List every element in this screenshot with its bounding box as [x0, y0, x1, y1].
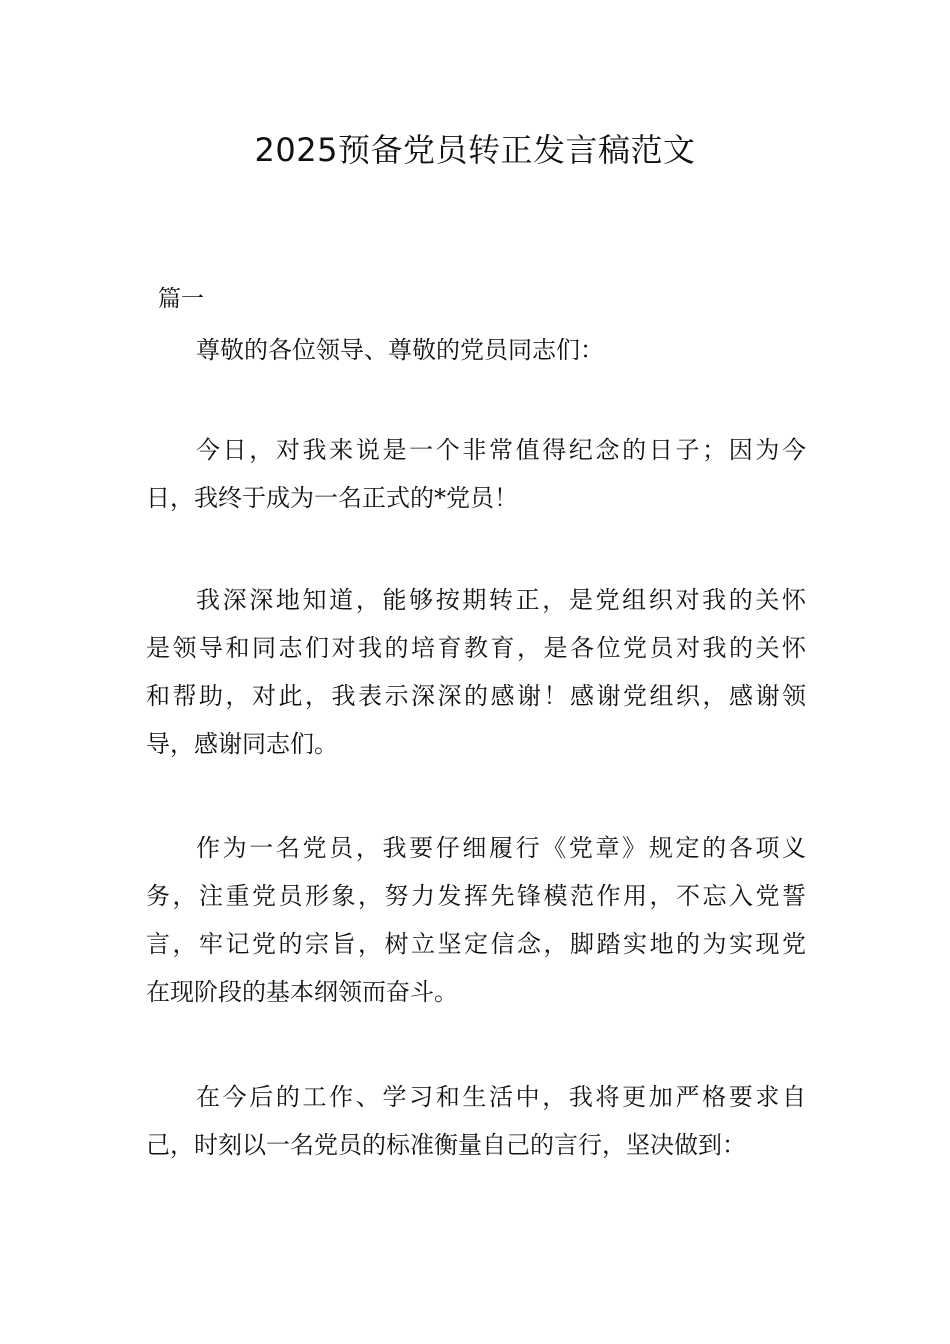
paragraph-line: 我深深地知道，能够按期转正，是党组织对我的关怀 — [196, 586, 806, 614]
paragraph-line: 在今后的工作、学习和生活中，我将更加严格要求自 — [196, 1083, 806, 1111]
paragraph-3 — [146, 824, 806, 1016]
paragraph-line: 务，注重党员形象，努力发挥先锋模范作用，不忘入党誓 — [146, 882, 806, 910]
paragraph-line: 今日，对我来说是一个非常值得纪念的日子；因为今 — [196, 436, 806, 464]
paragraph-line: 尊敬的各位领导、尊敬的党员同志们： — [196, 336, 604, 364]
paragraph-line: 日，我终于成为一名正式的*党员！ — [146, 484, 518, 512]
paragraph-line: 导，感谢同志们。 — [146, 730, 338, 758]
paragraph-greeting — [146, 326, 806, 374]
section-label: 篇一 — [158, 286, 204, 312]
paragraph-1 — [146, 426, 806, 522]
paragraph-line: 言，牢记党的宗旨，树立坚定信念，脚踏实地的为实现党 — [146, 930, 806, 958]
document-title: 2025预备党员转正发言稿范文 — [254, 131, 696, 169]
paragraph-line: 己，时刻以一名党员的标准衡量自己的言行，坚决做到： — [146, 1131, 746, 1159]
paragraph-line: 和帮助，对此，我表示深深的感谢！感谢党组织，感谢领 — [146, 682, 806, 710]
paragraph-line: 作为一名党员，我要仔细履行《党章》规定的各项义 — [196, 834, 806, 862]
paragraph-line: 是领导和同志们对我的培育教育，是各位党员对我的关怀 — [146, 634, 806, 662]
paragraph-2 — [146, 576, 806, 768]
paragraph-4 — [146, 1073, 806, 1169]
paragraph-line: 在现阶段的基本纲领而奋斗。 — [146, 978, 458, 1006]
